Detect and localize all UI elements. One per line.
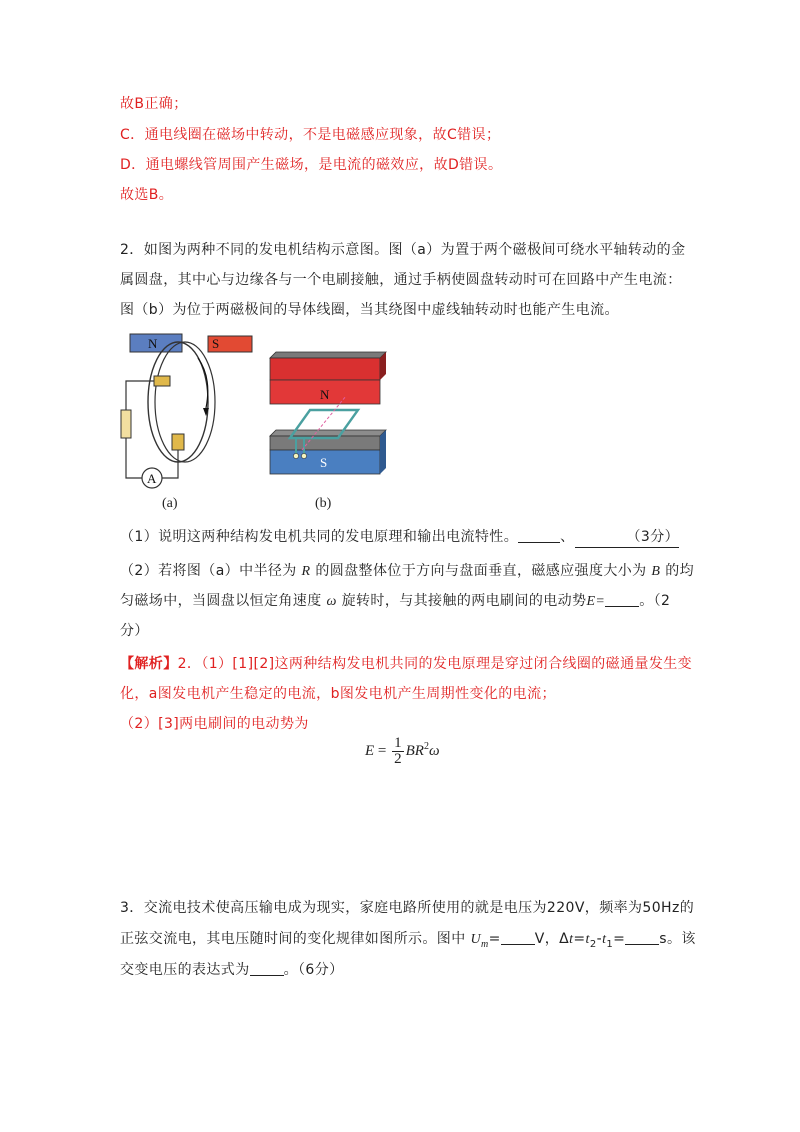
q2-sub2-line-2: 匀磁场中，当圆盘以恒定角速度 ω 旋转时，与其接触的两电刷间的电动势E= 。（2 bbox=[120, 593, 671, 609]
magnet-n-block bbox=[270, 358, 380, 380]
analysis-line-2: 化，a图发电机产生稳定的电流，b图发电机产生周期性变化的电流； bbox=[120, 686, 556, 702]
answer-blank-3[interactable] bbox=[605, 592, 639, 607]
answer-line-4: 故选B。 bbox=[120, 187, 174, 203]
disk-edge bbox=[155, 342, 215, 462]
answer-blank-1[interactable] bbox=[518, 528, 560, 543]
center-brush bbox=[154, 376, 170, 386]
answer-blank-um[interactable] bbox=[501, 930, 535, 945]
q3-line-1: 3．交流电技术使高压输电成为现实，家庭电路所使用的就是电压为220V，频率为50Hz的 bbox=[120, 900, 695, 916]
magnet-s-label: S bbox=[320, 455, 328, 470]
answer-line-3: D．通电螺线管周围产生磁场，是电流的磁效应，故D错误。 bbox=[120, 157, 503, 173]
analysis-tag: 【解析】 bbox=[120, 656, 178, 672]
emf-formula: E = $\frac{1}{2}$ $BR^2\omega$ bbox=[365, 735, 440, 767]
answer-blank-2[interactable]: （3分） bbox=[575, 527, 680, 548]
edge-brush bbox=[172, 434, 184, 450]
q2-sub2-line-1: （2）若将图（a）中半径为 R 的圆盘整体位于方向与盘面垂直，磁感应强度大小为 B 的均 bbox=[120, 563, 695, 579]
magnet-n-label: N bbox=[148, 336, 158, 351]
ammeter-label: A bbox=[147, 471, 157, 486]
q3-line-2: 正弦交流电，其电压随时间的变化规律如图所示。图中 $U_m= V$，$\Delta t=t_2-t_1= s$。该 bbox=[120, 931, 696, 950]
magnet-s-label: S bbox=[212, 336, 220, 351]
analysis-line-3: （2）[3]两电刷间的电动势为 bbox=[120, 716, 309, 732]
q2-line-2: 属圆盘，其中心与边缘各与一个电刷接触，通过手柄使圆盘转动时可在回路中产生电流： bbox=[120, 272, 682, 288]
q2-sub1: （1）说明这两种结构发电机共同的发电原理和输出电流特性。 、 （3分） bbox=[120, 527, 679, 548]
q2-line-3: 图（b）为位于两磁极间的导体线圈，当其绕图中虚线轴转动时也能产生电流。 bbox=[120, 302, 619, 318]
figure-a-disk-generator bbox=[110, 328, 270, 498]
answer-blank-expression[interactable] bbox=[250, 961, 284, 976]
figure-a-caption: (a) bbox=[162, 496, 178, 511]
answer-blank-dt[interactable] bbox=[625, 930, 659, 945]
q2-sub2-line-3: 分） bbox=[120, 623, 149, 639]
figure-b-caption: (b) bbox=[315, 496, 332, 511]
analysis-line-1: 【解析】2．（1）[1][2]这两种结构发电机共同的发电原理是穿过闭合线圈的磁通量发生变 bbox=[120, 656, 693, 672]
answer-line-2: C．通电线圈在磁场中转动，不是电磁感应现象，故C错误； bbox=[120, 127, 501, 143]
q2-line-1: 2．如图为两种不同的发电机结构示意图。图（a）为置于两个磁极间可绕水平轴转动的金 bbox=[120, 242, 686, 258]
answer-line-1: 故B正确； bbox=[120, 96, 188, 112]
q3-line-3: 交变电压的表达式为 。（6分） bbox=[120, 962, 344, 978]
resistor bbox=[121, 410, 131, 438]
magnet-n-label: N bbox=[320, 387, 330, 402]
figure-b-coil-generator bbox=[262, 350, 392, 480]
